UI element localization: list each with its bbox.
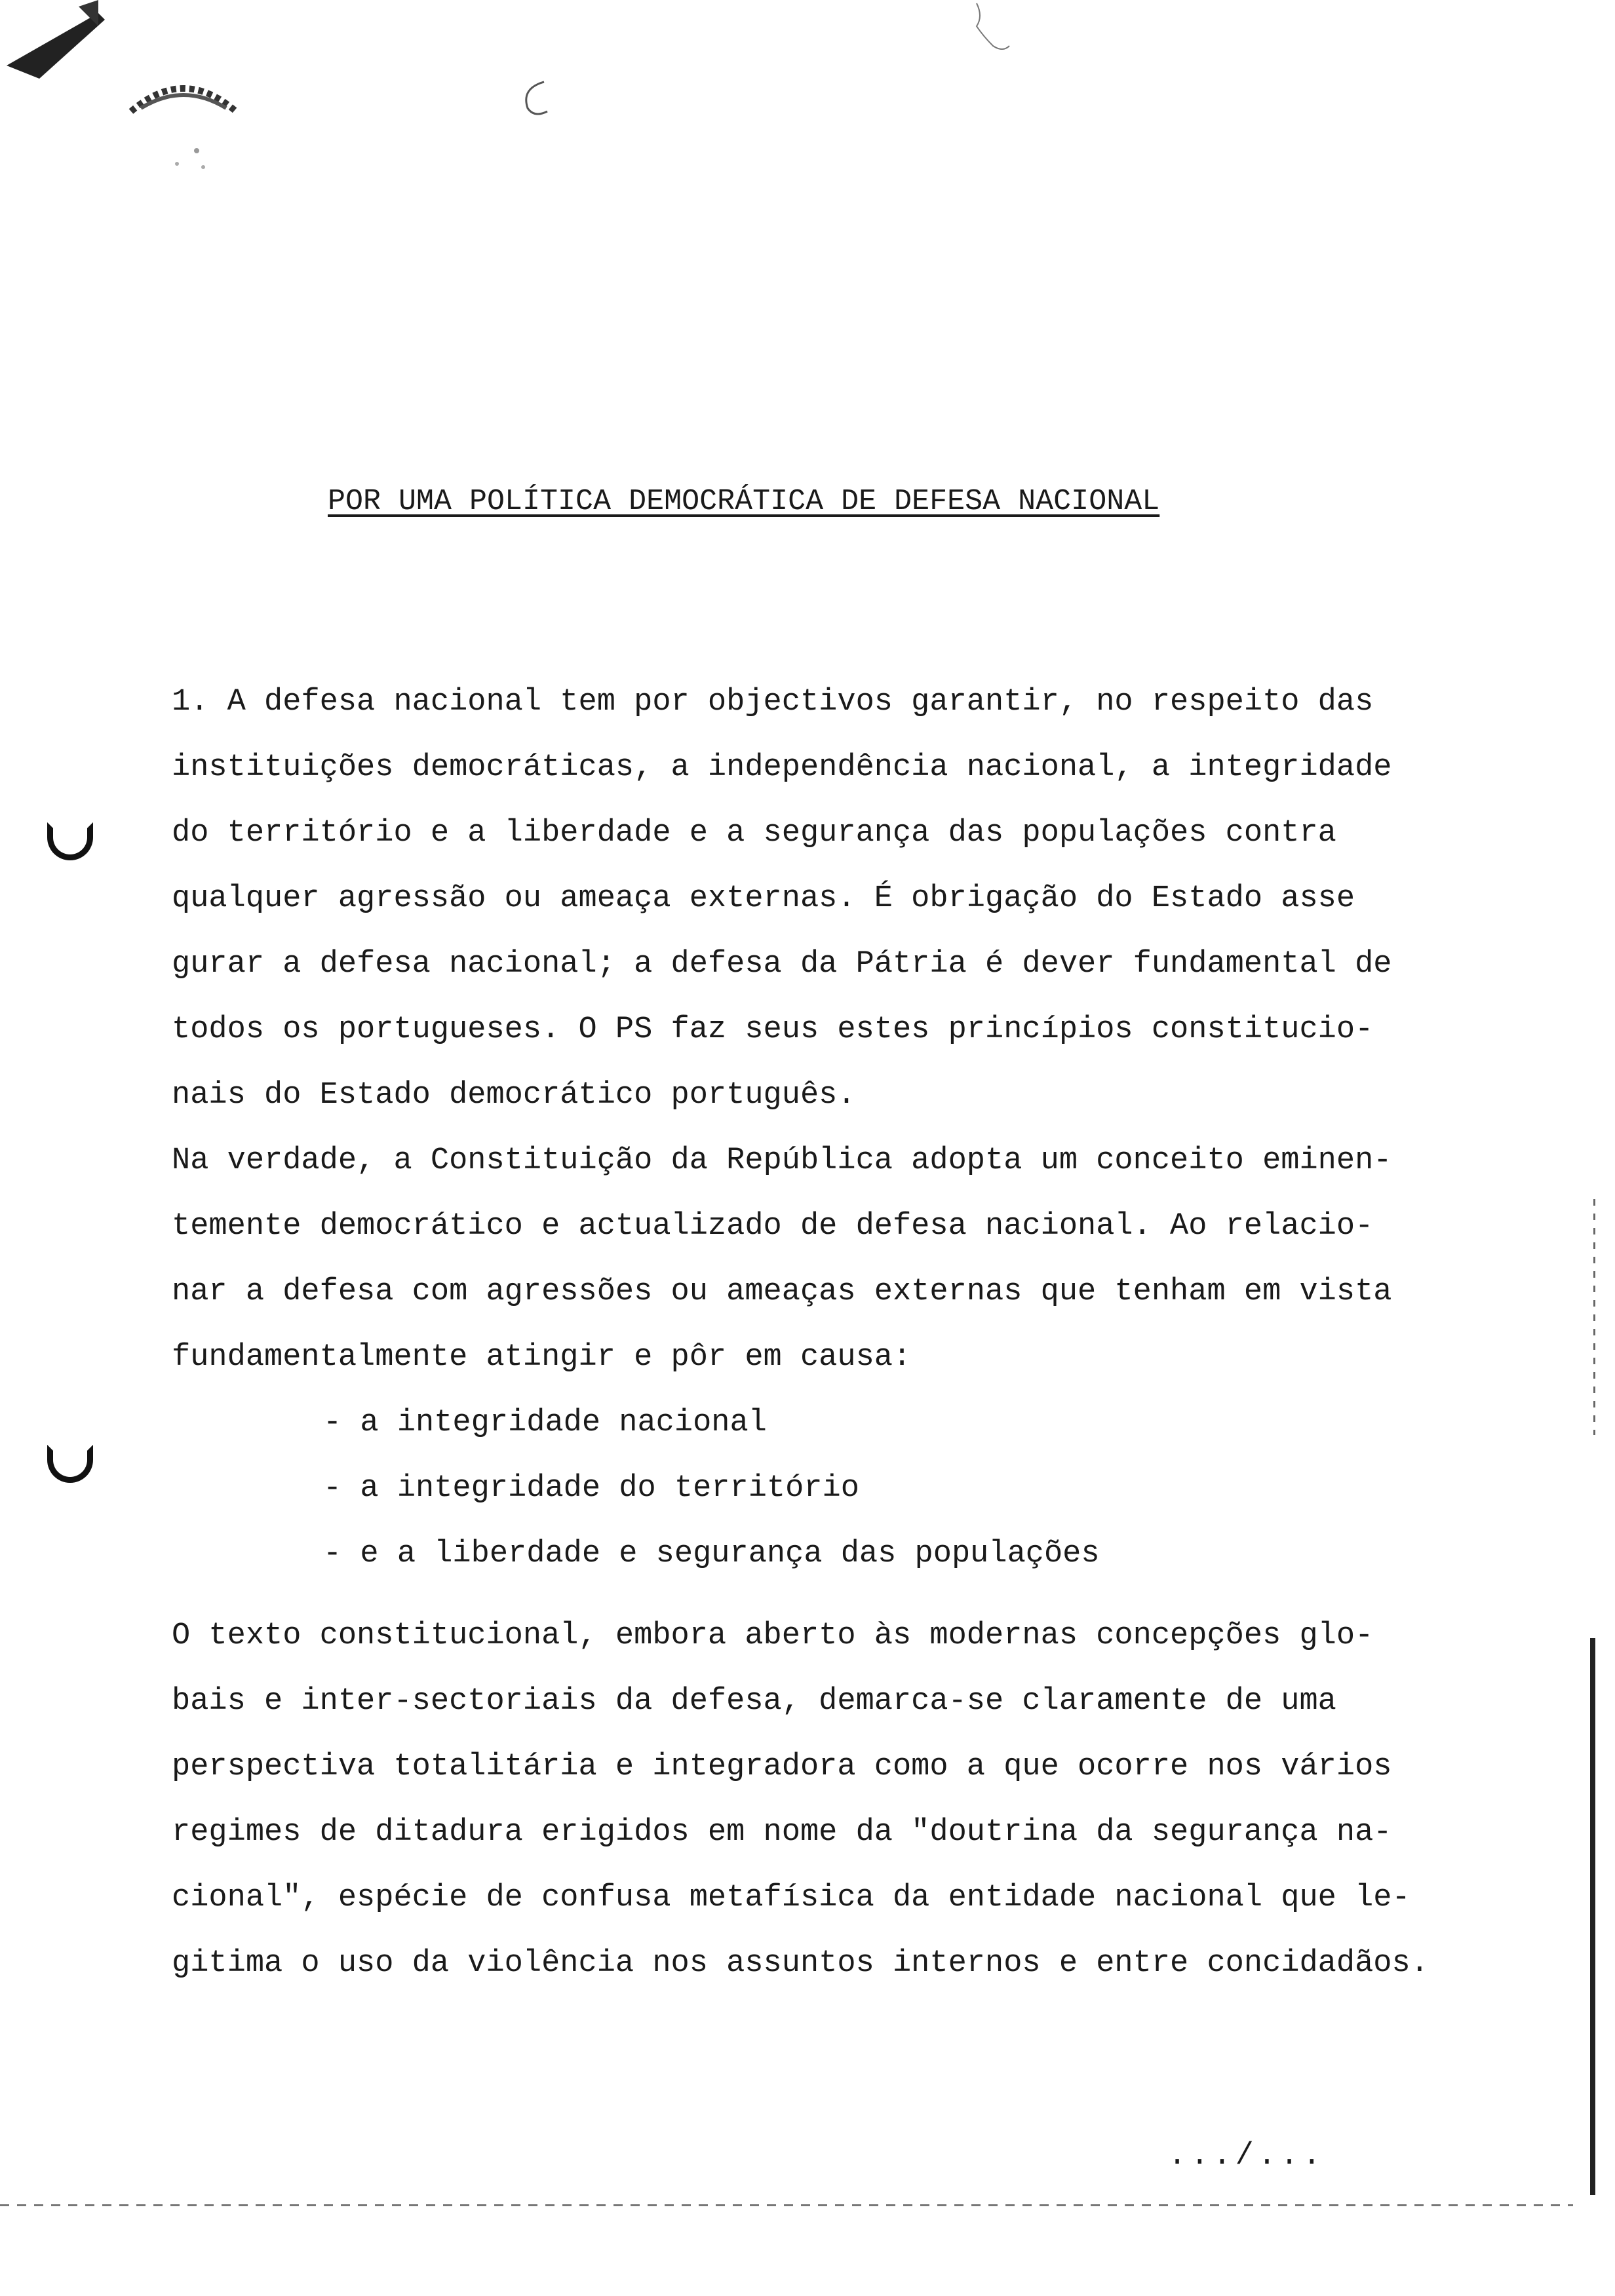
bullet-item: - a integridade do território [323,1471,859,1506]
paragraph1-line: qualquer agressão ou ameaça externas. É obrigação do Estado asse [172,881,1355,916]
paragraph2-line: temente democrático e actualizado de defesa nacional. Ao relacio- [172,1209,1374,1244]
scan-scribble [963,0,1022,66]
paragraph1-line: do território e a liberdade e a segurança das populações contra [172,816,1336,851]
seal-stamp-mark [0,0,275,197]
bullet-item: - a integridade nacional [323,1406,767,1440]
paragraph1-line: nais do Estado democrático português. [172,1078,856,1113]
paragraph1-line: 1. A defesa nacional tem por objectivos garantir, no respeito das [172,685,1374,719]
paragraph2-line: fundamentalmente atingir e pôr em causa: [172,1340,912,1375]
scan-mark-c [511,72,564,124]
paragraph1-line: instituições democráticas, a independência nacional, a integridade [172,750,1392,785]
scan-bottom-edge [0,2204,1573,2206]
paragraph3-line: regimes de ditadura erigidos em nome da "doutrina da segurança na- [172,1815,1392,1850]
paragraph3-line: bais e inter-sectoriais da defesa, demarca-se claramente de uma [172,1684,1336,1719]
scan-edge-shadow [1590,1638,1595,2195]
punch-hole-bottom [47,1445,93,1483]
document-title: POR UMA POLÍTICA DEMOCRÁTICA DE DEFESA NACIONAL [328,485,1160,518]
paragraph1-line: todos os portugueses. O PS faz seus estes princípios constitucio- [172,1012,1374,1047]
paragraph1-line: gurar a defesa nacional; a defesa da Pátria é dever fundamental de [172,947,1392,982]
punch-hole-top [47,822,93,860]
bullet-item: - e a liberdade e segurança das populações [323,1537,1100,1571]
paragraph3-line: cional", espécie de confusa metafísica da entidade nacional que le- [172,1881,1411,1915]
scan-edge-dashes [1593,1199,1595,1435]
paragraph2-line: nar a defesa com agressões ou ameaças externas que tenham em vista [172,1274,1392,1309]
paragraph2-line: Na verdade, a Constituição da República adopta um conceito eminen- [172,1143,1392,1178]
paragraph3-line: perspectiva totalitária e integradora como a que ocorre nos vários [172,1750,1392,1784]
paragraph3-line: O texto constitucional, embora aberto às modernas concepções glo- [172,1618,1374,1653]
continuation-marker: .../... [1168,2139,1325,2173]
paragraph3-line: gitima o uso da violência nos assuntos internos e entre concidadãos. [172,1946,1429,1981]
